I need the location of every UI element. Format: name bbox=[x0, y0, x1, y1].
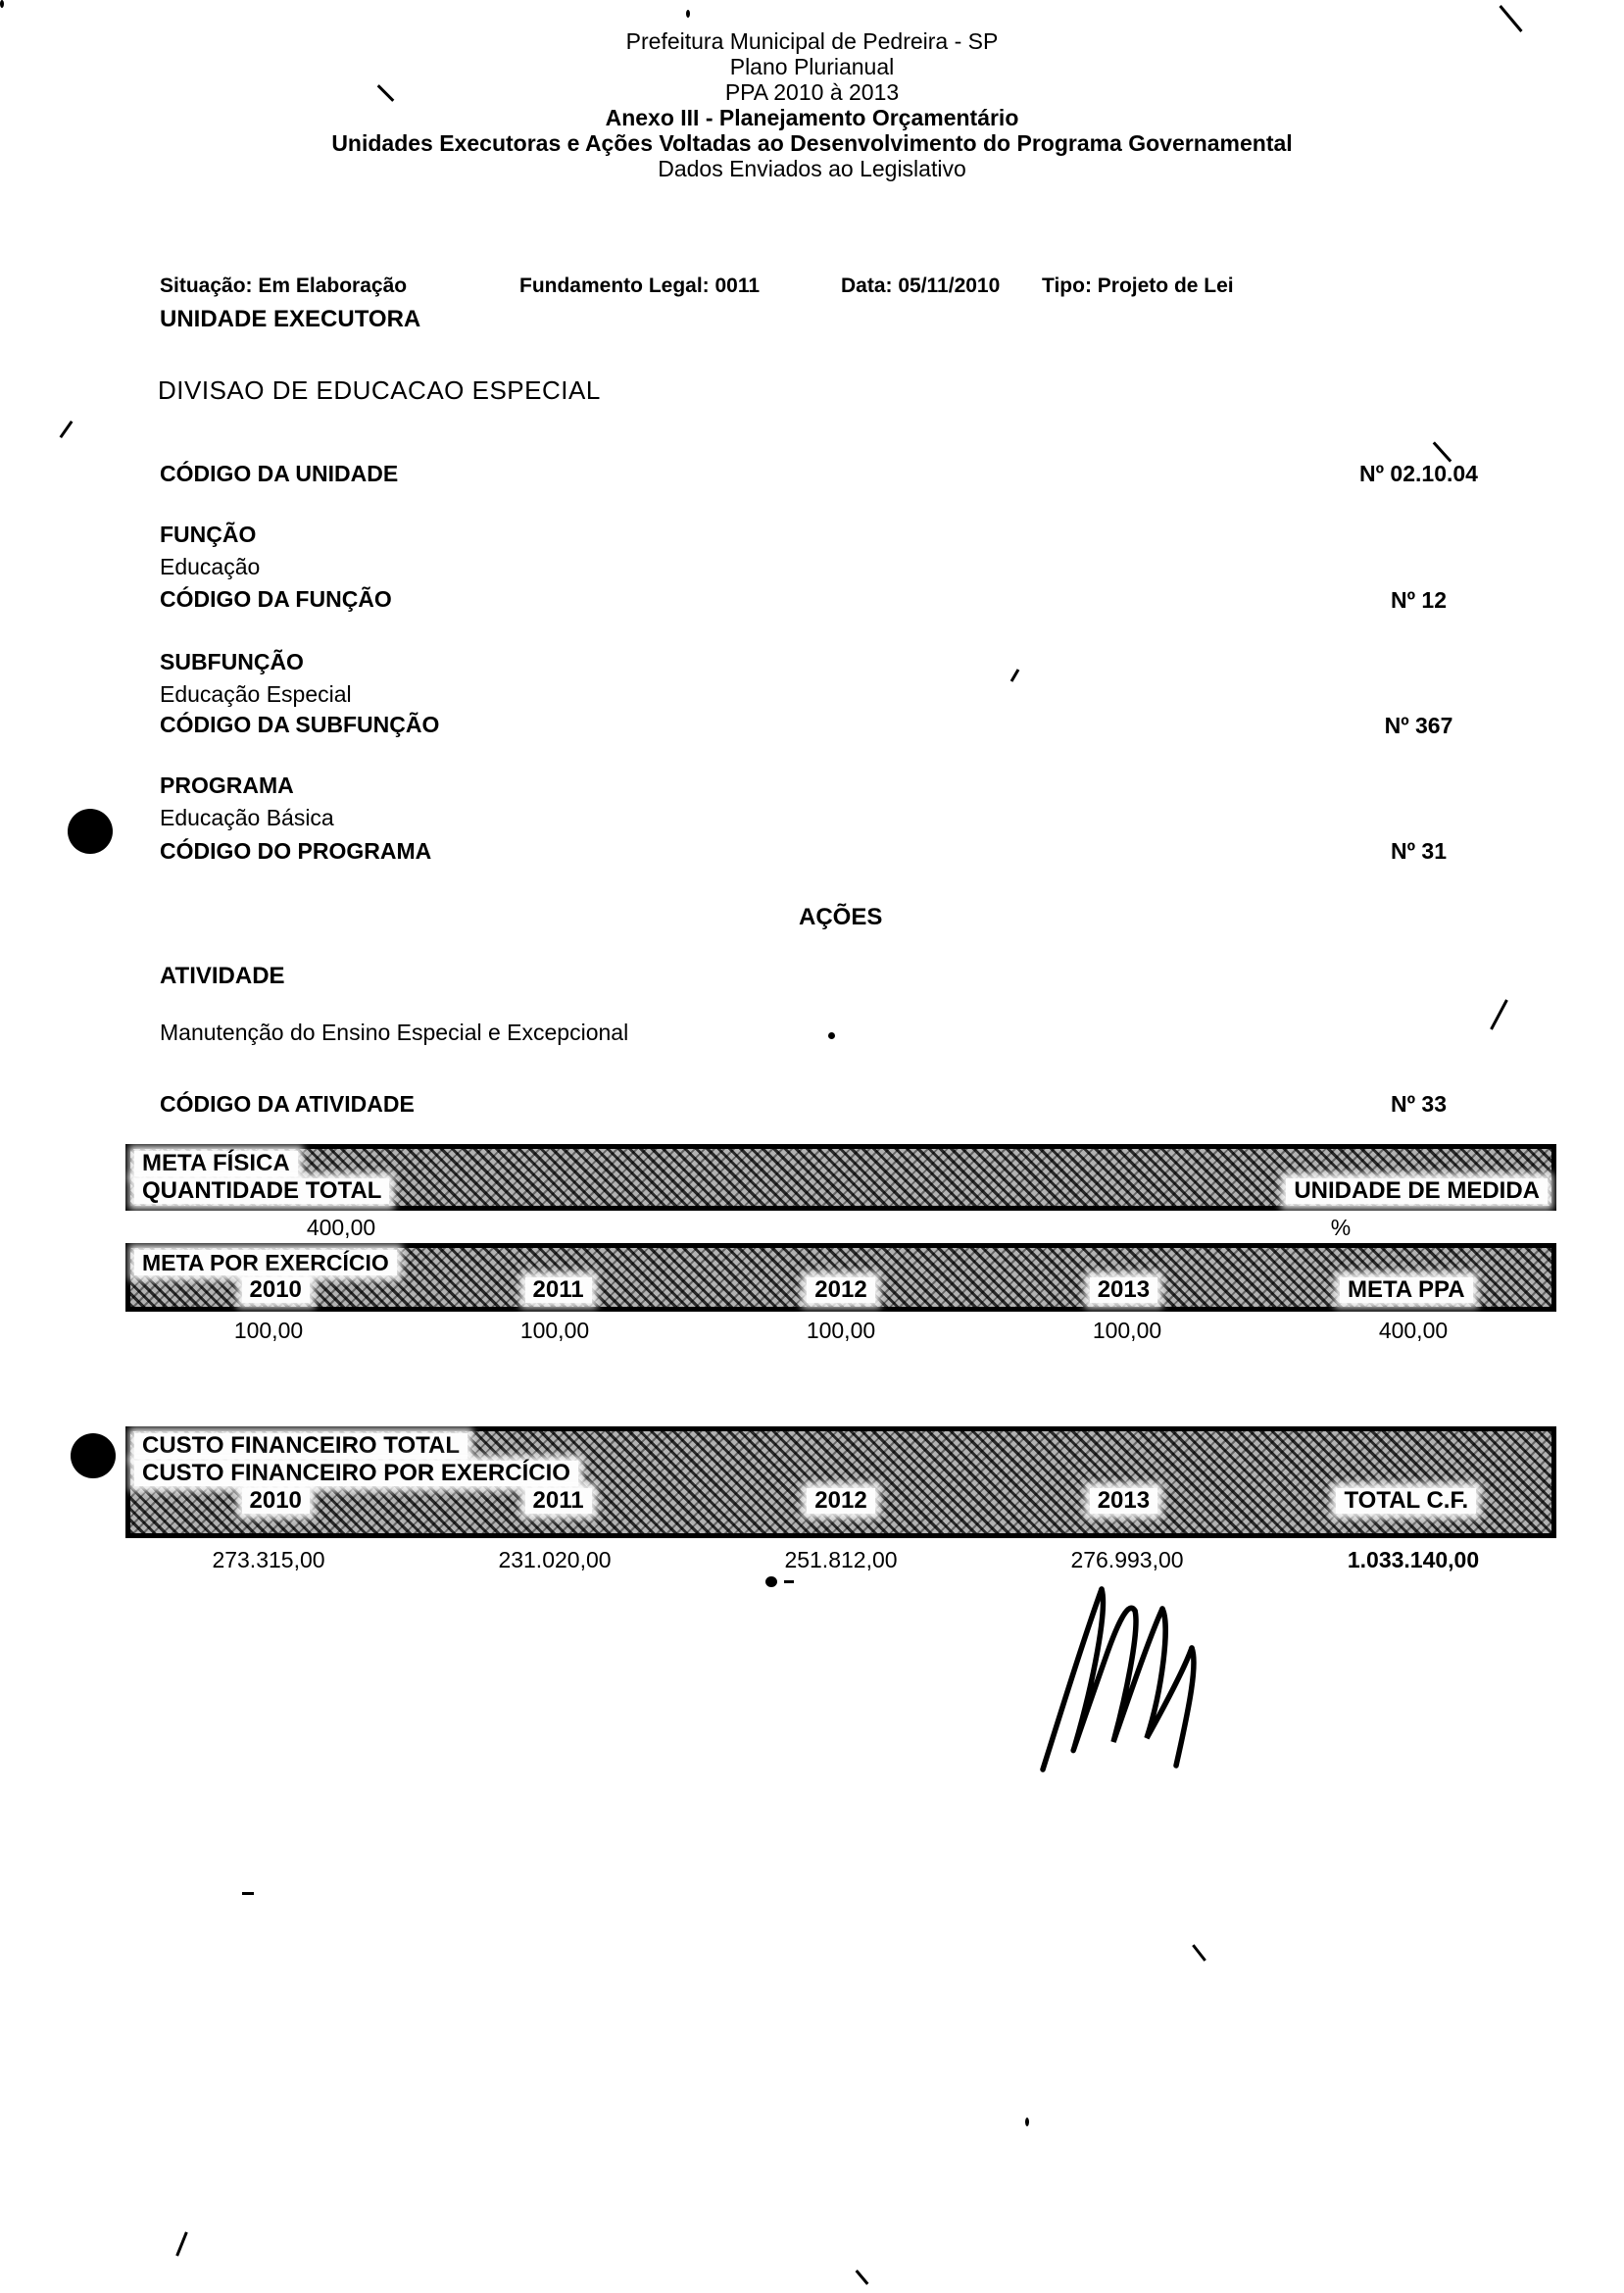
acoes-title: AÇÕES bbox=[799, 904, 883, 930]
scan-artifact bbox=[1010, 669, 1020, 682]
codigo-atividade-label: CÓDIGO DA ATIVIDADE bbox=[160, 1091, 415, 1117]
custo-valor-2010: 273.315,00 bbox=[212, 1547, 325, 1572]
scan-artifact bbox=[1490, 999, 1508, 1029]
custo-exercicio-row bbox=[134, 1461, 1548, 1486]
atividade-label: ATIVIDADE bbox=[160, 963, 285, 989]
meta-valor-2011: 100,00 bbox=[519, 1318, 590, 1343]
header-subtitle: Unidades Executoras e Ações Voltadas ao Desenvolvimento do Programa Governamental bbox=[331, 130, 1293, 156]
signature-scribble bbox=[1029, 1573, 1206, 1779]
codigo-unidade-label: CÓDIGO DA UNIDADE bbox=[160, 461, 399, 486]
meta-ano-2011-chip: 2011 bbox=[525, 1277, 592, 1303]
custo-total-cf-chip: TOTAL C.F. bbox=[1336, 1488, 1476, 1514]
codigo-funcao-label: CÓDIGO DA FUNÇÃO bbox=[160, 586, 392, 612]
subfuncao-nome: Educação Especial bbox=[160, 681, 352, 707]
scan-artifact bbox=[1433, 441, 1452, 462]
meta-valor-2010: 100,00 bbox=[233, 1318, 304, 1343]
unidade-medida-valor: % bbox=[1330, 1215, 1352, 1240]
custo-ano-2013 bbox=[982, 1488, 1264, 1514]
meta-ano-2012 bbox=[700, 1277, 982, 1303]
meta-valor-2012: 100,00 bbox=[806, 1318, 876, 1343]
codigo-unidade-valor: Nº 02.10.04 bbox=[1359, 461, 1478, 486]
meta-valor-2013: 100,00 bbox=[1092, 1318, 1162, 1343]
scan-artifact bbox=[242, 1892, 254, 1895]
custo-valor-total: 1.033.140,00 bbox=[1347, 1547, 1480, 1572]
codigo-funcao-valor: Nº 12 bbox=[1391, 587, 1447, 613]
custo-exercicio-label: CUSTO FINANCEIRO POR EXERCÍCIO bbox=[134, 1461, 578, 1486]
meta-ano-2012-chip: 2012 bbox=[807, 1277, 874, 1303]
meta-exercicio-anos-row bbox=[134, 1277, 1548, 1303]
meta-fisica-title: META FÍSICA bbox=[134, 1151, 298, 1176]
header-org: Prefeitura Municipal de Pedreira - SP bbox=[625, 28, 999, 54]
meta-fisica-subheader-row bbox=[134, 1178, 1548, 1204]
header-plan: Plano Plurianual bbox=[729, 54, 895, 79]
scan-artifact bbox=[784, 1580, 794, 1583]
meta-valor-ppa: 400,00 bbox=[1378, 1318, 1449, 1343]
codigo-programa-label: CÓDIGO DO PROGRAMA bbox=[160, 838, 432, 864]
meta-exercicio-title-row bbox=[134, 1250, 1548, 1275]
unidade-executora-nome: DIVISAO DE EDUCACAO ESPECIAL bbox=[158, 375, 601, 405]
situacao-field: Situação: Em Elaboração bbox=[160, 274, 408, 297]
header-anexo: Anexo III - Planejamento Orçamentário bbox=[605, 105, 1019, 130]
custo-valor-2011: 231.020,00 bbox=[498, 1547, 612, 1572]
document-header bbox=[0, 29, 1624, 182]
funcao-nome: Educação bbox=[160, 554, 261, 579]
fundamento-legal-field: Fundamento Legal: 0011 bbox=[519, 274, 761, 297]
meta-fisica-totais-row bbox=[125, 1215, 1556, 1240]
meta-ppa-chip: META PPA bbox=[1340, 1277, 1473, 1303]
scan-artifact bbox=[828, 1032, 835, 1039]
meta-ano-2010 bbox=[134, 1277, 417, 1303]
scan-artifact bbox=[856, 2269, 869, 2285]
meta-ano-2011 bbox=[417, 1277, 699, 1303]
atividade-nome: Manutenção do Ensino Especial e Excepcional bbox=[160, 1020, 629, 1045]
quantidade-total-valor: 400,00 bbox=[306, 1215, 376, 1240]
scan-artifact bbox=[1192, 1944, 1206, 1962]
codigo-subfuncao-label: CÓDIGO DA SUBFUNÇÃO bbox=[160, 712, 440, 737]
scan-artifact bbox=[175, 2231, 188, 2256]
punch-hole-top bbox=[68, 809, 113, 854]
custo-ano-2011 bbox=[417, 1488, 699, 1514]
custo-valor-2013: 276.993,00 bbox=[1070, 1547, 1184, 1572]
custo-financeiro-band bbox=[125, 1426, 1556, 1538]
subfuncao-label: SUBFUNÇÃO bbox=[160, 649, 304, 674]
scan-artifact bbox=[765, 1576, 777, 1587]
codigo-programa-valor: Nº 31 bbox=[1391, 838, 1447, 864]
scan-artifact bbox=[1499, 5, 1522, 32]
scan-artifact bbox=[1025, 2118, 1029, 2126]
meta-fisica-title-row bbox=[134, 1151, 1548, 1176]
custo-ano-2013-chip: 2013 bbox=[1090, 1488, 1157, 1514]
custo-total-label: CUSTO FINANCEIRO TOTAL bbox=[134, 1433, 468, 1459]
programa-nome: Educação Básica bbox=[160, 805, 334, 830]
custo-anos-row bbox=[134, 1488, 1548, 1514]
custo-valores-row bbox=[125, 1547, 1556, 1573]
custo-total-cf-header bbox=[1265, 1488, 1548, 1514]
codigo-atividade-valor: Nº 33 bbox=[1391, 1091, 1447, 1117]
scan-artifact bbox=[686, 10, 690, 18]
scan-artifact bbox=[0, 0, 4, 8]
meta-ano-2010-chip: 2010 bbox=[242, 1277, 310, 1303]
quantidade-total-label: QUANTIDADE TOTAL bbox=[134, 1178, 389, 1204]
codigo-subfuncao-valor: Nº 367 bbox=[1384, 713, 1453, 738]
custo-ano-2010 bbox=[134, 1488, 417, 1514]
custo-ano-2010-chip: 2010 bbox=[242, 1488, 310, 1514]
custo-total-row bbox=[134, 1433, 1548, 1459]
custo-ano-2012-chip: 2012 bbox=[807, 1488, 874, 1514]
punch-hole-bottom bbox=[71, 1433, 116, 1478]
meta-ppa-header bbox=[1265, 1277, 1548, 1303]
funcao-label: FUNÇÃO bbox=[160, 522, 257, 547]
tipo-field: Tipo: Projeto de Lei bbox=[1042, 274, 1234, 297]
custo-ano-2011-chip: 2011 bbox=[525, 1488, 592, 1514]
meta-ano-2013-chip: 2013 bbox=[1090, 1277, 1157, 1303]
header-ppa: PPA 2010 à 2013 bbox=[724, 79, 900, 105]
scan-artifact bbox=[60, 421, 74, 438]
unidade-medida-label: UNIDADE DE MEDIDA bbox=[1286, 1178, 1548, 1204]
header-dados: Dados Enviados ao Legislativo bbox=[658, 156, 966, 181]
programa-label: PROGRAMA bbox=[160, 773, 294, 798]
meta-exercicio-band bbox=[125, 1243, 1556, 1312]
meta-valores-row bbox=[125, 1318, 1556, 1344]
data-field: Data: 05/11/2010 bbox=[841, 274, 1001, 297]
meta-ano-2013 bbox=[982, 1277, 1264, 1303]
meta-exercicio-label: META POR EXERCÍCIO bbox=[134, 1250, 397, 1275]
meta-fisica-header-band bbox=[125, 1144, 1556, 1211]
unidade-executora-label: UNIDADE EXECUTORA bbox=[160, 306, 421, 332]
custo-valor-2012: 251.812,00 bbox=[784, 1547, 898, 1572]
custo-ano-2012 bbox=[700, 1488, 982, 1514]
